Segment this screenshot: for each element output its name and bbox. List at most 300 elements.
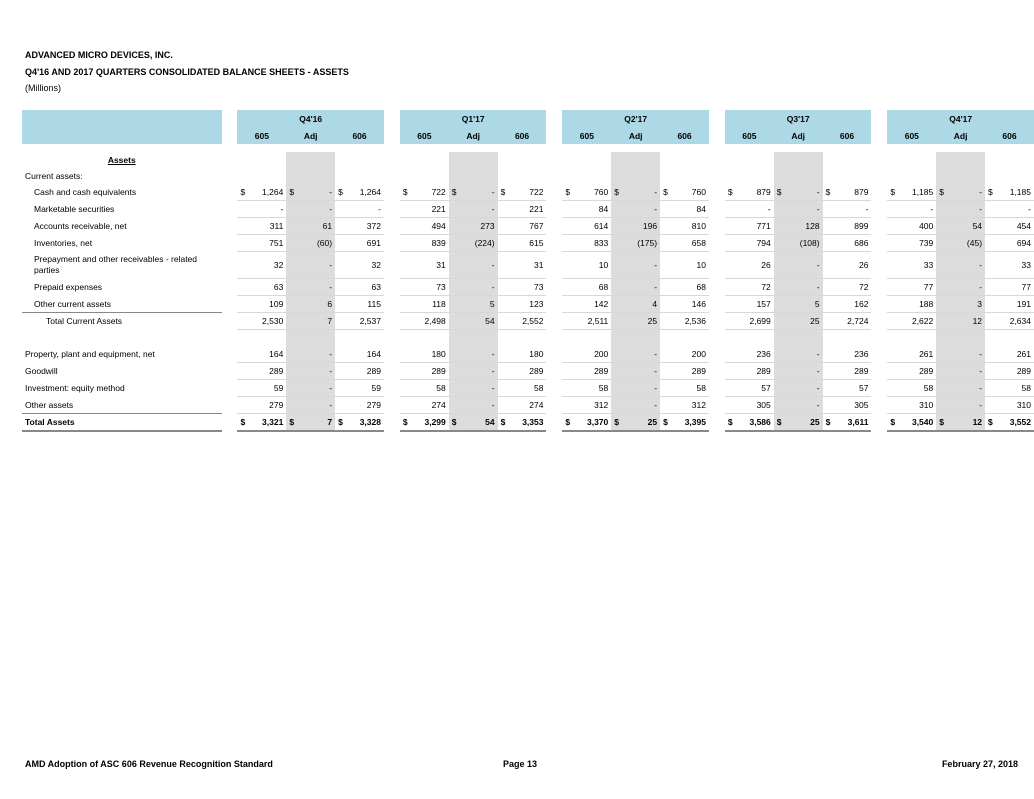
cell-value: 54 xyxy=(485,417,495,427)
column-gap xyxy=(384,127,400,144)
currency-value xyxy=(939,417,982,427)
value-cell: - xyxy=(823,201,872,218)
currency-value xyxy=(777,417,820,427)
column-gap xyxy=(871,235,887,252)
value-cell xyxy=(611,414,660,432)
value-cell: 26 xyxy=(823,252,872,279)
row-label: Property, plant and equipment, net xyxy=(25,349,155,360)
currency-value xyxy=(777,187,820,197)
subcolumn-header: Adj xyxy=(611,127,660,144)
column-gap xyxy=(546,414,562,432)
page-number: Page 13 xyxy=(503,759,538,769)
currency-symbol: $ xyxy=(988,417,993,427)
table-row xyxy=(22,346,1034,363)
value-cell xyxy=(562,330,611,347)
value-cell: 72 xyxy=(725,279,774,296)
table-row xyxy=(22,252,1034,279)
value-cell: 25 xyxy=(774,313,823,330)
table-row xyxy=(22,168,1034,184)
value-cell: 59 xyxy=(335,380,384,397)
row-label: Goodwill xyxy=(25,366,58,376)
column-gap xyxy=(222,363,238,380)
value-cell: - xyxy=(774,346,823,363)
balance-sheet-table xyxy=(22,110,1034,432)
currency-symbol: $ xyxy=(890,417,896,427)
value-cell: 221 xyxy=(498,201,547,218)
value-cell: 289 xyxy=(335,363,384,380)
value-cell: 84 xyxy=(562,201,611,218)
row-label: Total Current Assets xyxy=(22,313,222,330)
table-row xyxy=(22,279,1034,296)
value-cell: (224) xyxy=(449,235,498,252)
value-cell: - xyxy=(449,397,498,414)
column-gap xyxy=(384,252,400,279)
value-cell: 200 xyxy=(660,346,709,363)
value-cell: 123 xyxy=(498,296,547,313)
currency-symbol: $ xyxy=(663,187,668,197)
currency-value xyxy=(338,187,381,197)
column-gap xyxy=(709,184,725,201)
value-cell: 25 xyxy=(611,313,660,330)
value-cell xyxy=(774,152,823,168)
value-cell: 10 xyxy=(660,252,709,279)
value-cell: 221 xyxy=(400,201,449,218)
value-cell: 289 xyxy=(823,363,872,380)
value-cell: 2,530 xyxy=(237,313,286,330)
column-gap xyxy=(709,296,725,313)
table-row xyxy=(22,184,1034,201)
subcolumn-header: 605 xyxy=(887,127,936,144)
column-gap xyxy=(384,235,400,252)
value-cell: 109 xyxy=(237,296,286,313)
currency-value xyxy=(890,187,933,197)
value-cell: 31 xyxy=(400,252,449,279)
period-header: Q1'17 xyxy=(400,110,547,127)
value-cell: 289 xyxy=(400,363,449,380)
value-cell xyxy=(237,330,286,347)
value-cell xyxy=(498,330,547,347)
value-cell: 311 xyxy=(237,218,286,235)
currency-value xyxy=(565,417,608,427)
value-cell: 279 xyxy=(335,397,384,414)
value-cell: 77 xyxy=(985,279,1034,296)
table-row xyxy=(22,152,1034,168)
value-cell xyxy=(823,184,872,201)
value-cell xyxy=(449,330,498,347)
value-cell: - xyxy=(449,380,498,397)
cell-value: 879 xyxy=(854,187,869,197)
value-cell: 32 xyxy=(237,252,286,279)
currency-symbol: $ xyxy=(727,417,733,427)
value-cell: - xyxy=(286,346,335,363)
row-label: Prepaid expenses xyxy=(34,282,103,292)
currency-value xyxy=(338,417,381,427)
column-gap xyxy=(709,110,725,127)
company-name: ADVANCED MICRO DEVICES, INC. xyxy=(25,50,173,60)
row-label: Other assets xyxy=(25,399,74,410)
value-cell xyxy=(725,152,774,168)
cell-value: - xyxy=(491,187,495,197)
cell-value: 1,264 xyxy=(359,187,381,197)
value-cell xyxy=(562,168,611,184)
cell-value: 3,299 xyxy=(424,417,446,427)
value-cell xyxy=(498,152,547,168)
subcolumn-header: Adj xyxy=(286,127,335,144)
value-cell xyxy=(985,168,1034,184)
value-cell: - xyxy=(936,363,985,380)
value-cell: - xyxy=(774,252,823,279)
value-cell: - xyxy=(286,201,335,218)
column-gap xyxy=(871,380,887,397)
currency-value xyxy=(614,417,657,427)
value-cell: 4 xyxy=(611,296,660,313)
column-gap xyxy=(384,296,400,313)
value-cell: 899 xyxy=(823,218,872,235)
currency-value xyxy=(501,417,544,427)
value-cell: 2,537 xyxy=(335,313,384,330)
table-row xyxy=(22,397,1034,414)
currency-value xyxy=(614,187,657,197)
value-cell xyxy=(286,152,335,168)
column-gap xyxy=(709,414,725,432)
row-label: Total Assets xyxy=(22,414,222,432)
value-cell: - xyxy=(611,346,660,363)
value-cell: 261 xyxy=(985,346,1034,363)
cell-value: 3,552 xyxy=(1009,417,1031,427)
value-cell: - xyxy=(449,252,498,279)
subcolumn-header: 606 xyxy=(985,127,1034,144)
value-cell: 2,622 xyxy=(887,313,936,330)
value-cell: 68 xyxy=(562,279,611,296)
value-cell: 188 xyxy=(887,296,936,313)
value-cell: - xyxy=(286,363,335,380)
value-cell: 164 xyxy=(237,346,286,363)
table-row xyxy=(22,201,1034,218)
value-cell xyxy=(237,168,286,184)
value-cell: - xyxy=(286,397,335,414)
value-cell: 180 xyxy=(400,346,449,363)
column-gap xyxy=(871,127,887,144)
column-gap xyxy=(709,168,725,184)
currency-value xyxy=(452,187,495,197)
column-gap xyxy=(709,363,725,380)
subcolumn-header: 605 xyxy=(725,127,774,144)
cell-value: 3,611 xyxy=(847,417,869,427)
column-gap xyxy=(871,279,887,296)
value-cell xyxy=(985,330,1034,347)
subcolumn-header: 606 xyxy=(498,127,547,144)
column-gap xyxy=(709,346,725,363)
column-gap xyxy=(709,380,725,397)
column-gap xyxy=(546,279,562,296)
value-cell: - xyxy=(936,279,985,296)
value-cell: 658 xyxy=(660,235,709,252)
table-row xyxy=(22,313,1034,330)
column-gap xyxy=(546,201,562,218)
column-gap xyxy=(222,296,238,313)
value-cell: 810 xyxy=(660,218,709,235)
value-cell: 10 xyxy=(562,252,611,279)
value-cell xyxy=(400,168,449,184)
value-cell: 494 xyxy=(400,218,449,235)
currency-value xyxy=(452,417,495,427)
value-cell: 12 xyxy=(936,313,985,330)
value-cell xyxy=(985,184,1034,201)
value-cell: - xyxy=(887,201,936,218)
column-gap xyxy=(546,313,562,330)
value-cell: - xyxy=(774,363,823,380)
column-gap xyxy=(546,252,562,279)
value-cell: 2,634 xyxy=(985,313,1034,330)
value-cell: - xyxy=(611,279,660,296)
value-cell xyxy=(562,184,611,201)
value-cell xyxy=(725,168,774,184)
row-label xyxy=(22,330,222,347)
value-cell: 57 xyxy=(725,380,774,397)
column-gap xyxy=(871,218,887,235)
value-cell: (108) xyxy=(774,235,823,252)
currency-value xyxy=(565,187,608,197)
value-cell: 3 xyxy=(936,296,985,313)
value-cell: - xyxy=(611,380,660,397)
value-cell: 142 xyxy=(562,296,611,313)
value-cell xyxy=(887,184,936,201)
cell-value: 3,540 xyxy=(911,417,934,427)
subcolumn-header: 606 xyxy=(660,127,709,144)
column-gap xyxy=(222,218,238,235)
column-gap xyxy=(871,168,887,184)
period-header: Q2'17 xyxy=(562,110,709,127)
value-cell: 84 xyxy=(660,201,709,218)
value-cell xyxy=(449,152,498,168)
value-cell xyxy=(449,184,498,201)
currency-symbol: $ xyxy=(663,417,668,427)
column-gap xyxy=(871,313,887,330)
row-label: Accounts receivable, net xyxy=(34,221,127,231)
value-cell: 833 xyxy=(562,235,611,252)
subcolumn-header-row xyxy=(22,127,1034,144)
currency-symbol: $ xyxy=(988,187,993,197)
currency-symbol: $ xyxy=(402,187,408,197)
row-label: Other current assets xyxy=(34,298,112,309)
value-cell xyxy=(660,414,709,432)
currency-symbol: $ xyxy=(565,187,571,197)
subcolumn-header: 605 xyxy=(237,127,286,144)
cell-value: 3,328 xyxy=(359,417,381,427)
column-gap xyxy=(222,252,238,279)
row-label: Marketable securities xyxy=(34,204,115,214)
value-cell: 63 xyxy=(335,279,384,296)
value-cell: - xyxy=(774,279,823,296)
subcolumn-header: Adj xyxy=(936,127,985,144)
value-cell: 191 xyxy=(985,296,1034,313)
column-gap xyxy=(222,279,238,296)
value-cell: 614 xyxy=(562,218,611,235)
value-cell: 58 xyxy=(887,380,936,397)
value-cell: (175) xyxy=(611,235,660,252)
value-cell: - xyxy=(449,363,498,380)
column-gap xyxy=(871,252,887,279)
column-gap xyxy=(384,397,400,414)
value-cell: 31 xyxy=(498,252,547,279)
value-cell xyxy=(774,330,823,347)
value-cell: 58 xyxy=(660,380,709,397)
value-cell: 289 xyxy=(887,363,936,380)
row-label: Inventories, net xyxy=(34,238,93,248)
value-cell: - xyxy=(985,201,1034,218)
column-gap xyxy=(546,152,562,168)
column-gap xyxy=(546,184,562,201)
value-cell: 115 xyxy=(335,296,384,313)
column-gap xyxy=(222,330,238,347)
column-gap xyxy=(384,168,400,184)
column-gap xyxy=(384,363,400,380)
value-cell: 58 xyxy=(498,380,547,397)
cell-value: 3,353 xyxy=(522,417,544,427)
column-gap xyxy=(222,414,238,432)
currency-symbol: $ xyxy=(614,417,619,427)
cell-value: 3,586 xyxy=(749,417,771,427)
value-cell: 164 xyxy=(335,346,384,363)
column-gap xyxy=(871,296,887,313)
currency-value xyxy=(890,417,933,427)
table-row xyxy=(22,330,1034,347)
subcolumn-header: Adj xyxy=(449,127,498,144)
period-header: Q4'16 xyxy=(237,110,384,127)
currency-value xyxy=(403,417,446,427)
column-gap xyxy=(871,346,887,363)
column-gap xyxy=(222,110,238,127)
table-row xyxy=(22,235,1034,252)
column-gap xyxy=(709,152,725,168)
value-cell xyxy=(936,184,985,201)
value-cell xyxy=(562,152,611,168)
value-cell: 73 xyxy=(498,279,547,296)
row-label: Assets xyxy=(107,155,136,165)
currency-value xyxy=(289,187,332,197)
column-gap xyxy=(222,184,238,201)
value-cell xyxy=(823,330,872,347)
column-gap xyxy=(546,235,562,252)
value-cell: 694 xyxy=(985,235,1034,252)
value-cell: 58 xyxy=(562,380,611,397)
currency-value xyxy=(501,187,544,197)
value-cell: 2,498 xyxy=(400,313,449,330)
value-cell: 26 xyxy=(725,252,774,279)
value-cell: 261 xyxy=(887,346,936,363)
value-cell xyxy=(887,330,936,347)
value-cell: 2,699 xyxy=(725,313,774,330)
value-cell: 310 xyxy=(887,397,936,414)
value-cell: 162 xyxy=(823,296,872,313)
value-cell: 72 xyxy=(823,279,872,296)
cell-value: 3,395 xyxy=(684,417,706,427)
value-cell xyxy=(611,184,660,201)
cell-value: 3,321 xyxy=(262,417,284,427)
value-cell: 751 xyxy=(237,235,286,252)
currency-value xyxy=(240,187,283,197)
column-gap xyxy=(384,110,400,127)
value-cell xyxy=(823,414,872,432)
period-header: Q4'17 xyxy=(887,110,1034,127)
value-cell: 196 xyxy=(611,218,660,235)
column-gap xyxy=(709,397,725,414)
value-cell: 289 xyxy=(985,363,1034,380)
value-cell: 794 xyxy=(725,235,774,252)
value-cell: 236 xyxy=(823,346,872,363)
column-gap xyxy=(384,346,400,363)
value-cell: (60) xyxy=(286,235,335,252)
currency-value xyxy=(663,187,706,197)
column-gap xyxy=(384,152,400,168)
value-cell: 289 xyxy=(660,363,709,380)
header-label-cell xyxy=(22,110,222,127)
subcolumn-header: 605 xyxy=(562,127,611,144)
value-cell xyxy=(335,414,384,432)
value-cell: 2,511 xyxy=(562,313,611,330)
column-gap xyxy=(709,235,725,252)
value-cell: - xyxy=(936,380,985,397)
value-cell xyxy=(774,184,823,201)
column-gap xyxy=(546,363,562,380)
value-cell: 289 xyxy=(562,363,611,380)
column-gap xyxy=(709,201,725,218)
footer-title: AMD Adoption of ASC 606 Revenue Recognition Standard xyxy=(25,759,273,769)
value-cell: 32 xyxy=(335,252,384,279)
value-cell: 200 xyxy=(562,346,611,363)
cell-value: - xyxy=(329,187,333,197)
cell-value: 879 xyxy=(756,187,771,197)
value-cell xyxy=(237,152,286,168)
value-cell: - xyxy=(936,346,985,363)
currency-symbol: $ xyxy=(451,187,457,197)
currency-value xyxy=(663,417,706,427)
value-cell xyxy=(823,152,872,168)
currency-value xyxy=(988,187,1031,197)
column-gap xyxy=(222,380,238,397)
value-cell xyxy=(774,168,823,184)
value-cell xyxy=(725,184,774,201)
value-cell: 63 xyxy=(237,279,286,296)
column-gap xyxy=(871,152,887,168)
value-cell: - xyxy=(611,252,660,279)
column-gap xyxy=(709,127,725,144)
column-gap xyxy=(871,201,887,218)
value-cell xyxy=(660,152,709,168)
value-cell: - xyxy=(237,201,286,218)
column-gap xyxy=(546,168,562,184)
header-spacer-row xyxy=(22,144,1034,152)
value-cell: - xyxy=(286,279,335,296)
value-cell: 839 xyxy=(400,235,449,252)
value-cell: 691 xyxy=(335,235,384,252)
value-cell xyxy=(286,414,335,432)
period-header: Q3'17 xyxy=(725,110,872,127)
currency-symbol: $ xyxy=(240,417,246,427)
column-gap xyxy=(871,363,887,380)
value-cell xyxy=(936,168,985,184)
value-cell: 58 xyxy=(400,380,449,397)
value-cell: 289 xyxy=(498,363,547,380)
column-gap xyxy=(384,313,400,330)
column-gap xyxy=(546,218,562,235)
value-cell xyxy=(887,168,936,184)
value-cell xyxy=(237,184,286,201)
row-label: Prepayment and other receivables - related parties xyxy=(34,254,198,275)
currency-symbol: $ xyxy=(289,187,295,197)
value-cell xyxy=(611,330,660,347)
value-cell: (45) xyxy=(936,235,985,252)
